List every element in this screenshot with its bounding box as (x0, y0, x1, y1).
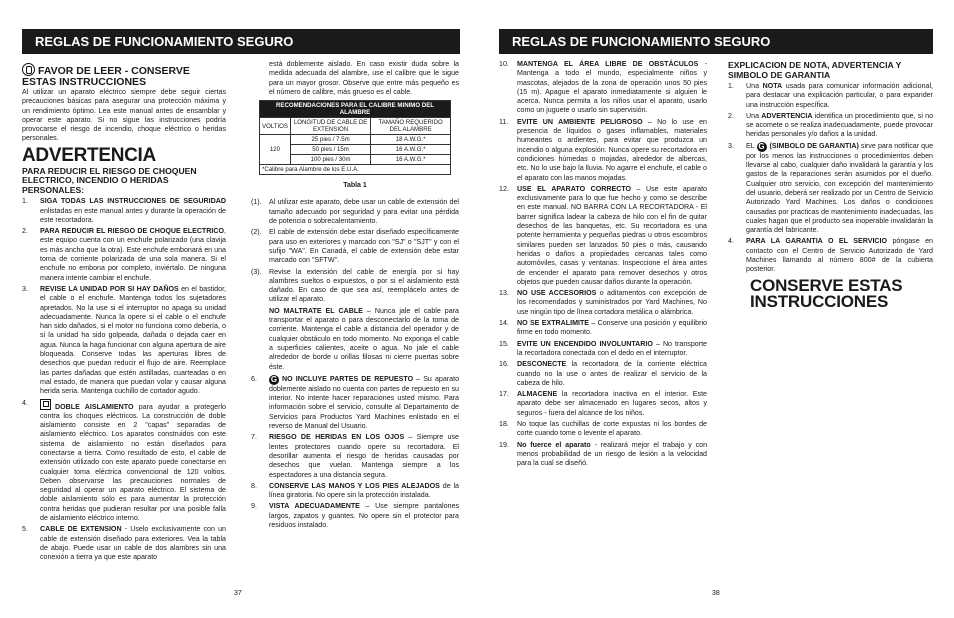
warning-title: ADVERTENCIA (22, 144, 156, 166)
section-banner: REGLAS DE FUNCIONAMIENTO SEGURO (499, 29, 933, 54)
table-cell: 16 A.W.G.* (371, 145, 451, 155)
read-heading: FAVOR DE LEER - CONSERVE ESTAS INSTRUCCIONES (22, 65, 190, 88)
no-maltrate-paragraph: NO MALTRATE EL CABLE – Nunca jale el cable para transportar el aparato o para desconectarlo de la toma de corriente. Mantenga el cable a distancia del operador y de cualquier obstáculo en todo momento. No exponga el cable a superficies calientes, aceite o agua. No jale el cable alrededor de borde u orillas filosas ni cierre puertas sobre éste. (269, 306, 459, 371)
table-title: RECOMENDACIONES PARA EL CALIBRE MINIMO DEL ALAMBRE (260, 101, 451, 118)
list-item: 1. Una NOTA usada para comunicar información adicional, para destacar una explicación particular, o para expander una instrucción específica. (728, 82, 934, 109)
list-item: 10. MANTENGA EL ÁREA LIBRE DE OBSTÁCULOS - Mantenga a todo el mundo, especialmente niños y mascotas, alejados de la zona de operación unos 50 pies (15 m). Apague el aparato inmediatamente si alguien le acerca. Nunca permita a los niños usar el aparato, usarlo como un juguete o usarlo sin supervisión. (499, 60, 707, 115)
table-row (260, 135, 451, 145)
list-item: 4. DOBLE AISLAMIENTO para ayudar a protegerlo contra los choques eléctricos. La construcción de doble aislamiento consiste en 2 "capas" separadas de aislamiento eléctrico. Los aparatos construidos con este sistema de aislamiento no están diseñados para conectarse a tierra. Como resultado de esto, el cable de extensión utilizado con este aparato puede conectarse en cualquier toma eléctrica convencional de 120 voltios. Deben observarse las precauciones normales de seguridad al operar un aparato eléctrico. El sistema de doble aislamiento sólo es para aumentar la protección contra heridas que pudieran resultar por una posible falla de aislamiento eléctrico interno. (22, 398, 226, 523)
left-column-1 (22, 60, 226, 565)
right-column-1 (499, 60, 707, 470)
explanation-heading: EXPLICACION DE NOTA, ADVERTENCIA Y SIMBOLO DE GARANTIA (728, 60, 902, 80)
table-cell: 100 pies / 30m (290, 155, 370, 165)
page-number: 37 (234, 590, 242, 597)
list-item: 11. EVITE UN AMBIENTE PELIGROSO – No lo use en presencia de líquidos o gases inflamables, materiales humeantes o ardientes, para evitar que produzca un incendio o alguna explosión. Nunca opere su recortadora en condiciones húmedas o mojadas, alrededor de albercas, etc. No lo use bajo la lluvia. No agarre el enchufe, el cable o el aparato con las manos mojadas. (499, 117, 707, 182)
table-cell: 16 A.W.G.* (371, 155, 451, 165)
table-header: VOLTIOS (260, 118, 291, 135)
list-item: 16. DESCONECTE la recortadora de la corriente eléctrica cuando no la use o antes de realizar el servicio de la cabeza de hilo. (499, 360, 707, 387)
warranty-symbol-icon: G (758, 141, 765, 151)
hand-icon (22, 63, 35, 76)
list-item: 2. PARA REDUCIR EL RIESGO DE CHOQUE ELECTRICO, este equipo cuenta con un enchufe polarizado (una clavija es más ancha que la otra). Este enchufe embonará en una toma de corriente polarizada de una sola manera. Si el enchufe no embona por completo, inviértalo. De ninguna manera intente cambiar el enchufe. (22, 227, 226, 282)
cable-continuation: está doblemente aislado. En caso existir duda sobre la medida adecuada del alambre, use el calibre que le sigue para un mayor grosor. Observe que entre más pequeño es el número de calibre, más grueso es el cable. (269, 60, 459, 96)
right-page (477, 0, 954, 618)
left-column-2 (251, 60, 459, 532)
sub-list-item: (2). El cable de extensión debe estar diseñado específicamente para uso en exteriores y marcado con "SJ" o "SJT" y con el sufijo "WA". En Canadá, el cable de extensión debe estar marcado con "SFTW". (251, 228, 459, 265)
list-item: 3. REVISE LA UNIDAD POR SI HAY DAÑOS en el bastidor, el cable o el enchufe. Mantenga todos los sujetadores apretados. No la use si el interruptor no apaga su unidad adecuadamente. Nunca la opere si el cable o el enchufe han sido dañados, si el motor no funciona como debería, o si la unidad ha sido golpeada, dañada o dejada caer en agua. Nunca la haga funcionar con alguna apertura de aire bloqueada. Conserve todas las aperturas libres de desechos que puedan reducir el flujo de aire. Reemplace las partes dañadas que estén astilladas, cuarteadas o en mal estado, de manera que puedan volar y causar alguna herida seria. Mantenga cuchillo de cortador agudo. (22, 284, 227, 396)
table-header: TAMAÑO REQUERIDO DEL ALAMBRE (371, 118, 451, 135)
table-cell: 50 pies / 15m (290, 145, 370, 155)
table-header: LONGITUD DE CABLE DE EXTENSION (290, 118, 370, 135)
right-column-2 (728, 60, 933, 310)
list-item: 17. ALMACENE la recortadora inactiva en el interior. Este aparato debe ser almacenado en lugares secos, altos y seguros - fuera del alcance de los niños. (499, 390, 707, 417)
intro-paragraph: Al utilizar un aparato eléctrico siempre debe seguir ciertas precauciones básicas para asegurar una protección máxima y un rendimiento óptimo. Lea este manual antes de ensamblar y operar este aparato. Si no sigue las instrucciones podría provocarse el riesgo de incendio, choque eléctrico o heridas personales. (22, 88, 226, 143)
list-item: 9. VISTA ADECUADAMENTE – Use siempre pantalones largos, zapatos y guantes. No opere sin el protector para residuos instalado. (251, 502, 459, 529)
warranty-symbol-icon: G (270, 374, 278, 384)
list-item: 13. NO USE ACCESORIOS o aditamentos con excepción de los recomendados y suministrados por Yard Machines, No use ningún tipo de línea cortadora metálica o alámbrica. (499, 289, 707, 316)
table-cell: 18 A.W.G.* (371, 135, 451, 145)
list-item: 1. SIGA TODAS LAS INSTRUCCIONES DE SEGURIDAD enlistadas en este manual antes y durante la operación de este recortadora. (22, 197, 226, 224)
table-cell: 25 pies / 7.5m (290, 135, 370, 145)
list-item: 14. NO SE EXTRALIMITE – Conserve una posición y equilibrio firme en todo momento. (499, 319, 707, 337)
keep-instructions-title: CONSERVE ESTAS INSTRUCCIONES (750, 275, 903, 311)
list-item: 15. EVITE UN ENCENDIDO INVOLUNTARIO – No transporte la recortadora conectada con el dedo en el interruptor. (499, 339, 707, 357)
list-item: 18. No toque las cuchillas de corte expustas ni los bordes de corte cuando tome o levente el aparato. (499, 419, 707, 438)
table-footnote: *Calibre para Alambre de los E.U.A. (260, 165, 451, 175)
list-item: 4. PARA LA GARANTIA O EL SERVICIO póngase en contacto con el Centro de Servicio Autorizado de Yard Machines llamando al número 800# de la cubierta posterior. (728, 237, 933, 274)
sub-list-item: (3). Revise la extensión del cable de energía por si hay alambres sueltos o expuestos, o por si el aislamiento está dañado. En caso de que sea así, reemplácelo antes de utilizar el aparato. (251, 267, 459, 304)
list-item: 7. RIESGO DE HERIDAS EN LOS OJOS – Siempre use lentes protectores cuando opere su recortadora. El desorillar aumenta el riesgo de heridas causadas por desechos que vuelan. Mantenga siempre a los espectadores a una distancia segura. (251, 433, 459, 479)
list-item: 12. USE EL APARATO CORRECTO – Use este aparato exclusivamente para lo que fue hecho y como se describe en este manual. NO BARRA CON LA RECORTADORA - El barrer significa ladear la cabeza de hilo con el fin de quitar desechos de las banquetas, etc. Su recortadora es una potente herramienta y pequeñas piedras u otros escombros similares pueden ser lanzados 50 pies o más, causando heridas o daños a propiedades cercanas tales como automóviles, casas y ventanas. Inspeccione el área antes de encender el aparato para remover desechos y otros objetos que pueden causar daños durante la operación. (499, 184, 707, 286)
list-item: 6. G NO INCLUYE PARTES DE REPUESTO – Su aparato doblemente aislado no cuenta con partes de repuesto en su interior. No intente hacer reparaciones usted mismo. Para información sobre el servicio, consulte al Departamento de Servicios para Productos Yard Machines enlistado en el reverso de Manual del Usuario. (251, 374, 460, 431)
page-number: 38 (712, 590, 720, 597)
section-banner: REGLAS DE FUNCIONAMIENTO SEGURO (22, 29, 460, 54)
list-item: 19. No fuerce el aparato - realizará mejor el trabajo y con menos probabilidad de un riesgo de lesión a la velocidad para la cual se diseñó. (499, 440, 708, 468)
table-cell: 120 (260, 135, 291, 165)
list-item: 5. CABLE DE EXTENSION - Uselo exclusivamente con un cable de extensión diseñado para exteriores. Vea la tabla de abajo. Puede usar un cable de dos alambres sin una conexión a tierra ya que este aparato (22, 525, 226, 562)
table-caption: Tabla 1 (343, 182, 367, 190)
sub-list-item: (1). Al utilizar este aparato, debe usar un cable de extensión del tamaño adecuado por seguridad y para evitar una pérdida de potencia o sobrecalentamiento. (251, 198, 459, 226)
double-insulation-icon (40, 399, 51, 410)
warning-subtitle: PARA REDUCIR EL RIESGO DE CHOQUEN ELECTRICO, INCENDIO O HERIDAS PERSONALES: (22, 165, 197, 195)
wire-gauge-table (259, 100, 451, 175)
list-item: 3. EL G (SIMBOLO DE GARANTIA) sirve para notificar que por los menos las instrucciones o procedimientos deben llevarse al cabo, cualquier daño invalidará la garantía y los gastos de la reparaciones serán asumidos por el dueño. Cualquier otro servicio, con excepción del mantenimiento del usuario, deberá ser realizado por un Centro de Servicio Autorizado Yard Machines. Los daños o condiciones causadas por practicas de mantenimiento inadecuadas, las cuales hagan que el producto sea inoperable invalidarán la garantía del fabricante. (728, 141, 934, 235)
list-item: 8. CONSERVE LAS MANOS Y LOS PIES ALEJADOS de la línea giratoria. No opere sin la protección instalada. (251, 481, 459, 500)
list-item: 2. Una ADVERTENCIA identifica un procedimiento que, si no se acomete o se realiza inadecuadamente, puede provocar heridas personales y/o daños a la unidad. (728, 111, 934, 139)
